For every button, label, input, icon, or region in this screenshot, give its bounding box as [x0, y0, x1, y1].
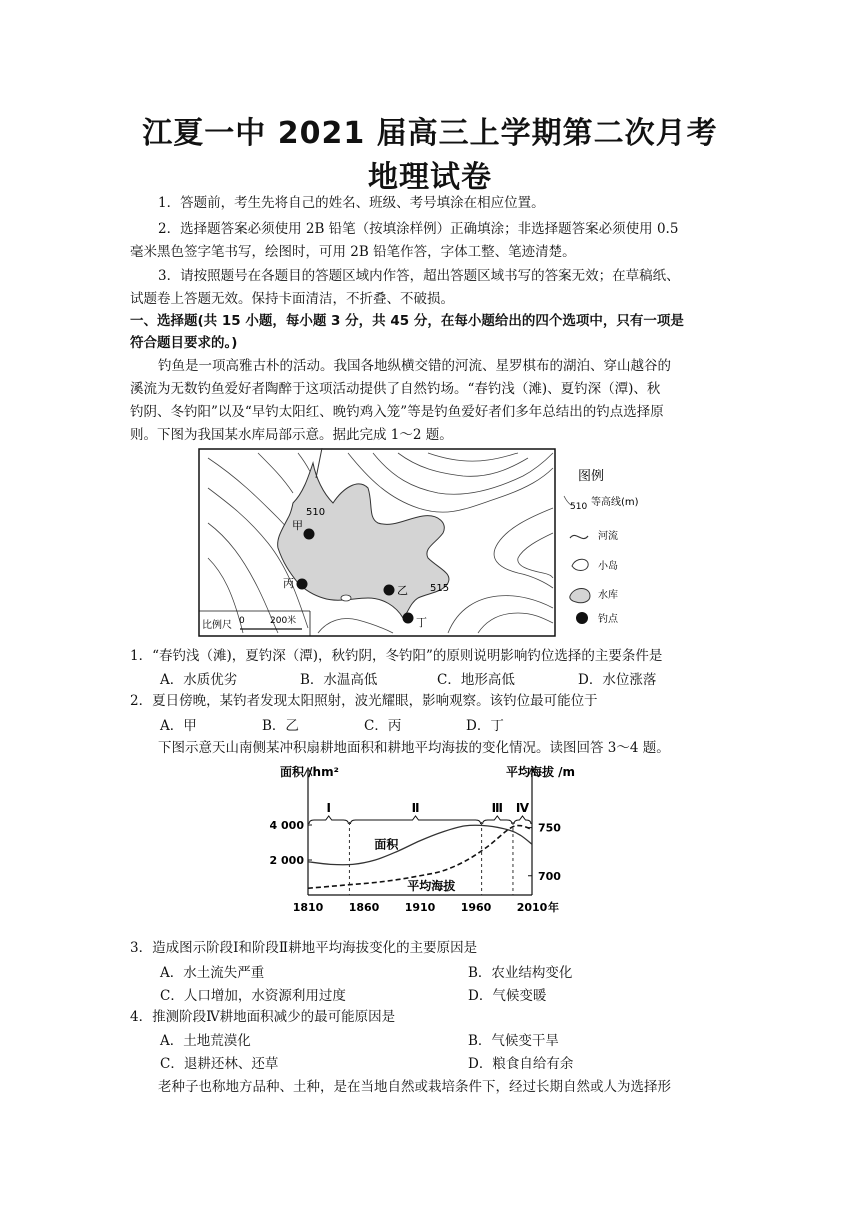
- scale-zero: 0: [239, 616, 245, 626]
- q2-option-d: D．丁: [466, 718, 504, 734]
- section-heading: 一、选择题(共 15 小题，每小题 3 分，共 45 分，在每小题给出的四个选项中，只有一项是: [130, 313, 684, 329]
- stage-label: Ⅲ: [491, 801, 503, 815]
- instruction-2-cont: 毫米黑色签字笔书写，绘图时，可用 2B 铅笔作答，字体工整、笔迹清楚。: [130, 244, 576, 260]
- right-axis-label: 平均海拔 /m: [506, 765, 576, 779]
- stage-label: Ⅱ: [411, 801, 420, 815]
- q2-option-c: C．丙: [364, 718, 402, 734]
- series-area-name: 面积: [374, 837, 399, 852]
- q4-option-b: B．气候变干旱: [468, 1033, 559, 1049]
- legend-contour: 等高线(m): [591, 497, 639, 508]
- point-jia-marker: [304, 529, 315, 540]
- passage3: 老种子也称地方品种、土种，是在当地自然或栽培条件下，经过长期自然或人为选择形: [158, 1079, 671, 1095]
- passage1-line3: 钓阴、冬钓阳”以及“早钓太阳红、晚钓鸡入笼”等是钓鱼爱好者们多年总结出的钓点选择原: [130, 404, 664, 420]
- q1-stem: 1．“春钓浅（滩)，夏钓深（潭)，秋钓阴，冬钓阳”的原则说明影响钓位选择的主要条件是: [130, 648, 663, 664]
- q1-option-d: D．水位涨落: [578, 672, 657, 688]
- point-yi-marker: [384, 585, 395, 596]
- island: [341, 595, 351, 601]
- passage1-line1: 钓鱼是一项高雅古朴的活动。我国各地纵横交错的河流、星罗棋布的湖泊、穿山越谷的: [158, 358, 671, 374]
- instruction-2: 2．选择题答案必须使用 2B 铅笔（按填涂样例）正确填涂；非选择题答案必须使用 0.5: [158, 221, 679, 237]
- q2-stem: 2．夏日傍晚，某钓者发现太阳照射，波光耀眼，影响观察。该钓位最可能位于: [130, 693, 598, 709]
- q3-option-c: C．人口增加，水资源利用过度: [160, 988, 346, 1004]
- point-ding-label: 丁: [416, 616, 427, 629]
- legend-reservoir: 水库: [598, 590, 618, 601]
- instruction-3-cont: 试题卷上答题无效。保持卡面清洁，不折叠、不破损。: [130, 291, 454, 307]
- x-unit-label: 年: [548, 901, 559, 914]
- contour-label-510: 510: [306, 507, 326, 518]
- legend-contour-value: 510: [570, 502, 588, 512]
- stage-bracket: [483, 816, 512, 824]
- x-tick-label: 1910: [404, 901, 436, 914]
- q4-option-a: A．土地荒漠化: [160, 1033, 251, 1049]
- x-tick-label: 1960: [460, 901, 492, 914]
- instruction-3: 3．请按照题号在各题目的答题区域内作答，超出答题区域书写的答案无效；在草稿纸、: [158, 268, 680, 284]
- reservoir-map: [198, 448, 658, 638]
- q3-stem: 3．造成图示阶段Ⅰ和阶段Ⅱ耕地平均海拔变化的主要原因是: [130, 940, 478, 956]
- left-tick-label: 4 000: [269, 819, 304, 832]
- q2-option-a: A．甲: [160, 718, 197, 734]
- q3-option-a: A．水土流失严重: [160, 965, 265, 981]
- point-yi-label: 乙: [397, 584, 408, 597]
- x-tick-label: 2010: [516, 901, 548, 914]
- q3-option-b: B．农业结构变化: [468, 965, 573, 981]
- series-area-line: [308, 825, 532, 865]
- point-ding-marker: [403, 613, 414, 624]
- farmland-chart: [260, 760, 620, 930]
- point-jia-label: 甲: [292, 519, 303, 532]
- legend-island: 小岛: [598, 561, 618, 572]
- contour-label-515: 515: [430, 583, 450, 594]
- exam-title: 江夏一中 2021 届高三上学期第二次月考: [142, 116, 718, 151]
- q4-option-d: D．粮食自给有余: [468, 1056, 574, 1072]
- right-tick-label: 700: [538, 869, 561, 883]
- x-tick-label: 1810: [292, 901, 324, 914]
- scale-distance: 200米: [270, 616, 297, 626]
- left-axis-label: 面积 /hm²: [280, 765, 339, 779]
- point-bing-label: 丙: [283, 577, 294, 590]
- legend-reservoir-icon: [570, 589, 590, 603]
- stage-bracket: [350, 816, 480, 824]
- q4-option-c: C．退耕还林、还草: [160, 1056, 279, 1072]
- passage1-line4: 则。下图为我国某水库局部示意。据此完成 1～2 题。: [130, 427, 453, 443]
- passage2: 下图示意天山南侧某冲积扇耕地面积和耕地平均海拔的变化情况。读图回答 3～4 题。: [158, 740, 670, 756]
- passage1-line2: 溪流为无数钓鱼爱好者陶醉于这项活动提供了自然钓场。“春钓浅（滩)、夏钓深（潭)、秋: [130, 381, 661, 397]
- legend-river: 河流: [598, 531, 618, 542]
- point-bing-marker: [297, 579, 308, 590]
- exam-subtitle: 地理试卷: [368, 160, 492, 195]
- legend-title: 图例: [578, 469, 605, 484]
- legend-point-icon: [576, 612, 588, 624]
- q3-option-d: D．气候变暖: [468, 988, 547, 1004]
- q1-option-c: C．地形高低: [437, 672, 515, 688]
- stage-bracket: [309, 816, 348, 824]
- legend-river-icon: [570, 535, 588, 538]
- series-altitude-name: 平均海拔: [407, 879, 456, 893]
- scale-label: 比例尺: [202, 620, 232, 631]
- instruction-1: 1．答题前，考生先将自己的姓名、班级、考号填涂在相应位置。: [158, 195, 545, 211]
- q1-option-a: A．水质优劣: [160, 672, 238, 688]
- legend-island-icon: [572, 559, 588, 570]
- right-tick-label: 750: [538, 821, 561, 835]
- q1-option-b: B．水温高低: [300, 672, 378, 688]
- stage-label: Ⅰ: [326, 801, 331, 815]
- q4-stem: 4．推测阶段Ⅳ耕地面积减少的最可能原因是: [130, 1009, 396, 1025]
- stage-bracket: [514, 816, 531, 824]
- left-tick-label: 2 000: [269, 854, 304, 867]
- x-tick-label: 1860: [348, 901, 380, 914]
- stage-label: Ⅳ: [515, 801, 530, 815]
- q2-option-b: B．乙: [262, 718, 299, 734]
- legend-point: 钓点: [598, 614, 618, 625]
- section-heading-cont: 符合题目要求的。): [130, 335, 238, 351]
